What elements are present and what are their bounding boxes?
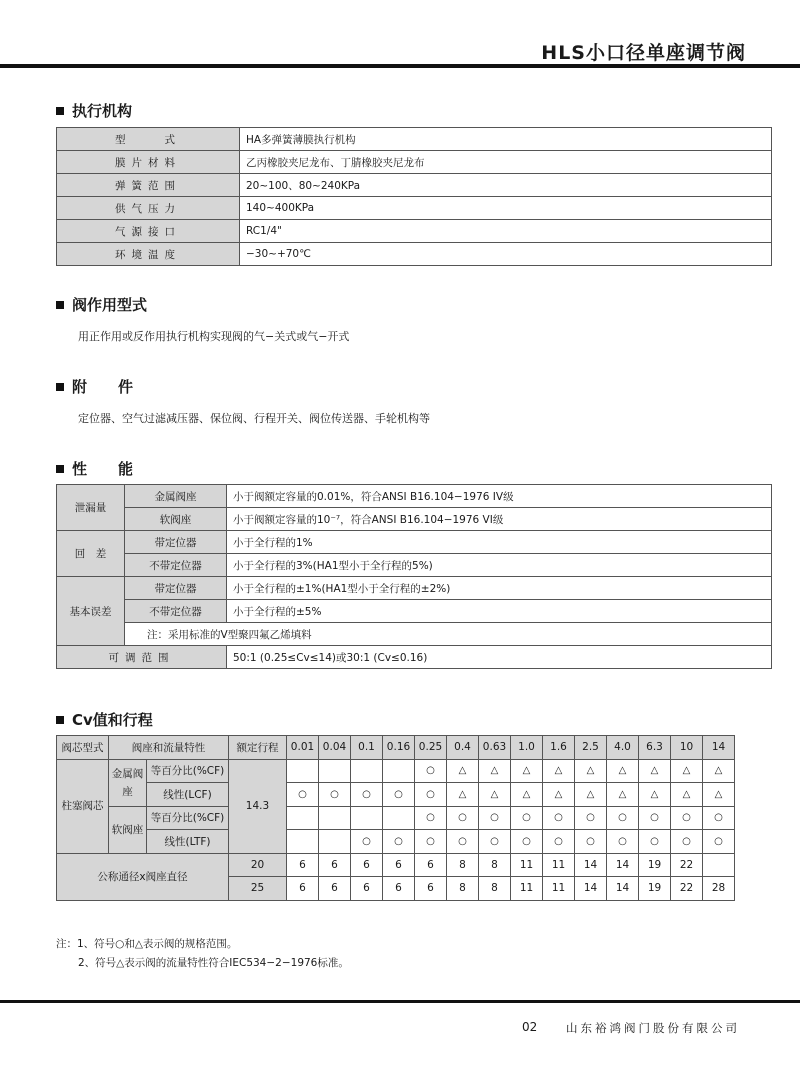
cv-symbol-cell: ○ xyxy=(607,830,639,854)
bullet-square-icon xyxy=(56,716,64,724)
footer-rule xyxy=(0,1000,800,1003)
section-performance-title: 性 能 xyxy=(72,460,142,478)
cv-symbol-cell: ○ xyxy=(575,830,607,854)
cv-size-cell: 11 xyxy=(511,853,543,877)
cv-core-label: 柱塞阀芯 xyxy=(57,759,109,853)
cv-size-cell: 11 xyxy=(543,853,575,877)
perf-sub-label: 不带定位器 xyxy=(125,554,227,577)
cv-size-cell: 8 xyxy=(479,877,511,901)
cv-symbol-cell: ○ xyxy=(287,783,319,807)
section-valve-action-heading xyxy=(56,294,147,315)
company-name: 山东裕鸿阀门股份有限公司 xyxy=(566,1021,740,1035)
cv-symbol-cell: △ xyxy=(703,759,735,783)
cv-header-core: 阀芯型式 xyxy=(57,736,109,760)
perf-sub-label: 软阀座 xyxy=(125,508,227,531)
section-accessories-title: 附 件 xyxy=(72,378,142,396)
cv-char-label: 线性(LCF) xyxy=(147,783,229,807)
cv-value-header: 1.6 xyxy=(543,736,575,760)
cv-symbol-cell: ○ xyxy=(415,783,447,807)
actuator-value: HA多弹簧薄膜执行机构 xyxy=(240,128,772,151)
cv-value-header: 0.63 xyxy=(479,736,511,760)
cv-metal-seat-label: 金属阀座 xyxy=(109,759,147,806)
actuator-label: 膜片材料 xyxy=(57,151,240,174)
section-actuator-heading xyxy=(56,100,132,121)
cv-symbol-cell: △ xyxy=(447,759,479,783)
cv-size-cell: 28 xyxy=(703,877,735,901)
cv-symbol-cell: ○ xyxy=(639,830,671,854)
cv-symbol-cell: △ xyxy=(671,783,703,807)
cv-size-cell: 8 xyxy=(479,853,511,877)
actuator-value: 乙丙橡胶夹尼龙布、丁腈橡胶夹尼龙布 xyxy=(240,151,772,174)
cv-size-cell: 6 xyxy=(351,853,383,877)
cv-symbol-cell: ○ xyxy=(575,806,607,830)
actuator-label: 型 式 xyxy=(57,128,240,151)
perf-sub-label: 带定位器 xyxy=(125,577,227,600)
perf-value: 小于全行程的1% xyxy=(227,531,772,554)
cv-symbol-cell: ○ xyxy=(447,806,479,830)
cv-value-header: 4.0 xyxy=(607,736,639,760)
perf-group-label: 回 差 xyxy=(57,531,125,577)
cv-size-cell: 11 xyxy=(511,877,543,901)
actuator-label: 弹簧范围 xyxy=(57,174,240,197)
cv-stroke-value: 14.3 xyxy=(229,759,287,853)
cv-size-cell: 6 xyxy=(415,853,447,877)
cv-size-cell: 22 xyxy=(671,877,703,901)
cv-header-seat: 阀座和流量特性 xyxy=(109,736,229,760)
cv-size-cell: 14 xyxy=(575,853,607,877)
section-cv-title: Cv值和行程 xyxy=(72,711,153,729)
cv-size-cell: 11 xyxy=(543,877,575,901)
cv-symbol-cell: ○ xyxy=(479,830,511,854)
cv-value-header: 2.5 xyxy=(575,736,607,760)
cv-symbol-cell xyxy=(351,759,383,783)
cv-symbol-cell xyxy=(287,806,319,830)
perf-value: 小于阀额定容量的0.01%，符合ANSI B16.104−1976 IV级 xyxy=(227,485,772,508)
cv-size-label: 公称通径x阀座直径 xyxy=(57,853,229,900)
cv-symbol-cell: ○ xyxy=(543,830,575,854)
cv-symbol-cell: ○ xyxy=(607,806,639,830)
cv-symbol-cell: △ xyxy=(703,783,735,807)
header-rule xyxy=(0,64,800,68)
cv-symbol-cell: △ xyxy=(447,783,479,807)
cv-symbol-cell: △ xyxy=(543,783,575,807)
perf-value: 50:1 (0.25≤Cv≤14)或30:1 (Cv≤0.16) xyxy=(227,646,772,669)
accessories-text: 定位器、空气过滤减压器、保位阀、行程开关、阀位传送器、手轮机构等 xyxy=(78,412,430,425)
cv-value-header: 14 xyxy=(703,736,735,760)
cv-symbol-cell: △ xyxy=(511,759,543,783)
cv-symbol-cell: ○ xyxy=(703,830,735,854)
cv-symbol-cell: ○ xyxy=(351,783,383,807)
cv-value-header: 6.3 xyxy=(639,736,671,760)
actuator-label: 供气压力 xyxy=(57,197,240,220)
cv-symbol-cell: ○ xyxy=(511,806,543,830)
perf-sub-label: 带定位器 xyxy=(125,531,227,554)
cv-symbol-cell: △ xyxy=(543,759,575,783)
cv-symbol-cell xyxy=(319,830,351,854)
cv-size-cell: 6 xyxy=(383,853,415,877)
cv-header-stroke: 额定行程 xyxy=(229,736,287,760)
cv-symbol-cell: ○ xyxy=(671,806,703,830)
cv-size-cell: 19 xyxy=(639,877,671,901)
cv-value-header: 0.4 xyxy=(447,736,479,760)
cv-value-header: 0.1 xyxy=(351,736,383,760)
page-number: 02 xyxy=(522,1020,538,1034)
cv-size-cell: 6 xyxy=(287,877,319,901)
actuator-label: 气源接口 xyxy=(57,220,240,243)
perf-value: 小于全行程的3%(HA1型小于全行程的5%) xyxy=(227,554,772,577)
perf-group-label: 基本误差 xyxy=(57,577,125,646)
cv-symbol-cell xyxy=(351,806,383,830)
cv-symbol-cell: △ xyxy=(671,759,703,783)
perf-value: 小于阀额定容量的10⁻⁷，符合ANSI B16.104−1976 VI级 xyxy=(227,508,772,531)
cv-size-cell: 14 xyxy=(607,853,639,877)
perf-value: 小于全行程的±5% xyxy=(227,600,772,623)
cv-size-cell: 14 xyxy=(575,877,607,901)
cv-symbol-cell: ○ xyxy=(703,806,735,830)
cv-symbol-cell: ○ xyxy=(671,830,703,854)
cv-symbol-cell: ○ xyxy=(383,830,415,854)
perf-group-label: 可调范围 xyxy=(57,646,227,669)
cv-symbol-cell xyxy=(383,759,415,783)
cv-symbol-cell xyxy=(319,806,351,830)
cv-size-cell: 6 xyxy=(319,853,351,877)
section-accessories-heading xyxy=(56,376,141,397)
cv-symbol-cell xyxy=(287,759,319,783)
section-actuator-title: 执行机构 xyxy=(72,102,133,120)
page-title: HLS小口径单座调节阀 xyxy=(541,42,746,64)
cv-symbol-cell: △ xyxy=(511,783,543,807)
cv-symbol-cell: ○ xyxy=(511,830,543,854)
note-2: 2、符号△表示阀的流量特性符合IEC534−2−1976标准。 xyxy=(78,957,349,969)
cv-symbol-cell: ○ xyxy=(415,806,447,830)
cv-symbol-cell: ○ xyxy=(479,806,511,830)
cv-size-cell: 6 xyxy=(319,877,351,901)
perf-sub-label: 不带定位器 xyxy=(125,600,227,623)
cv-symbol-cell: ○ xyxy=(639,806,671,830)
actuator-value: RC1/4" xyxy=(240,220,772,243)
cv-size-cell: 6 xyxy=(287,853,319,877)
section-performance-heading xyxy=(56,458,141,479)
cv-table xyxy=(56,735,735,901)
cv-value-header: 0.01 xyxy=(287,736,319,760)
cv-soft-seat-label: 软阀座 xyxy=(109,806,147,853)
perf-value: 小于全行程的±1%(HA1型小于全行程的±2%) xyxy=(227,577,772,600)
cv-symbol-cell: ○ xyxy=(415,830,447,854)
cv-value-header: 0.16 xyxy=(383,736,415,760)
actuator-value: 140~400KPa xyxy=(240,197,772,220)
cv-symbol-cell: △ xyxy=(575,759,607,783)
cv-size-cell: 6 xyxy=(351,877,383,901)
bullet-square-icon xyxy=(56,301,64,309)
cv-size-dn: 20 xyxy=(229,853,287,877)
cv-symbol-cell: ○ xyxy=(543,806,575,830)
cv-size-cell: 19 xyxy=(639,853,671,877)
cv-symbol-cell xyxy=(319,759,351,783)
section-cv-heading xyxy=(56,709,153,730)
cv-symbol-cell: △ xyxy=(479,783,511,807)
cv-size-cell: 22 xyxy=(671,853,703,877)
cv-symbol-cell: △ xyxy=(607,783,639,807)
perf-group-label: 泄漏量 xyxy=(57,485,125,531)
cv-symbol-cell: △ xyxy=(607,759,639,783)
note-1: 注：1、符号○和△表示阀的规格范围。 xyxy=(56,938,238,950)
actuator-table xyxy=(56,127,772,266)
cv-symbol-cell xyxy=(383,806,415,830)
cv-value-header: 1.0 xyxy=(511,736,543,760)
cv-symbol-cell xyxy=(287,830,319,854)
cv-char-label: 线性(LTF) xyxy=(147,830,229,854)
cv-symbol-cell: ○ xyxy=(415,759,447,783)
cv-size-cell: 8 xyxy=(447,853,479,877)
perf-note: 注：采用标准的V型聚四氟乙烯填料 xyxy=(125,623,772,646)
section-valve-action-title: 阀作用型式 xyxy=(72,296,148,314)
cv-symbol-cell: △ xyxy=(575,783,607,807)
cv-size-cell xyxy=(703,853,735,877)
bullet-square-icon xyxy=(56,383,64,391)
cv-char-label: 等百分比(%CF) xyxy=(147,759,229,783)
cv-symbol-cell: ○ xyxy=(447,830,479,854)
cv-value-header: 10 xyxy=(671,736,703,760)
cv-size-dn: 25 xyxy=(229,877,287,901)
cv-size-cell: 8 xyxy=(447,877,479,901)
cv-symbol-cell: △ xyxy=(479,759,511,783)
perf-sub-label: 金属阀座 xyxy=(125,485,227,508)
bullet-square-icon xyxy=(56,107,64,115)
actuator-value: −30~+70℃ xyxy=(240,243,772,266)
cv-symbol-cell: ○ xyxy=(319,783,351,807)
valve-action-text: 用正作用或反作用执行机构实现阀的气−关式或气−开式 xyxy=(78,330,350,343)
cv-size-cell: 14 xyxy=(607,877,639,901)
cv-symbol-cell: △ xyxy=(639,783,671,807)
cv-symbol-cell: ○ xyxy=(383,783,415,807)
cv-char-label: 等百分比(%CF) xyxy=(147,806,229,830)
actuator-label: 环境温度 xyxy=(57,243,240,266)
cv-size-cell: 6 xyxy=(415,877,447,901)
actuator-value: 20~100、80~240KPa xyxy=(240,174,772,197)
cv-value-header: 0.04 xyxy=(319,736,351,760)
performance-table xyxy=(56,484,772,669)
cv-symbol-cell: △ xyxy=(639,759,671,783)
cv-size-cell: 6 xyxy=(383,877,415,901)
bullet-square-icon xyxy=(56,465,64,473)
cv-value-header: 0.25 xyxy=(415,736,447,760)
cv-symbol-cell: ○ xyxy=(351,830,383,854)
